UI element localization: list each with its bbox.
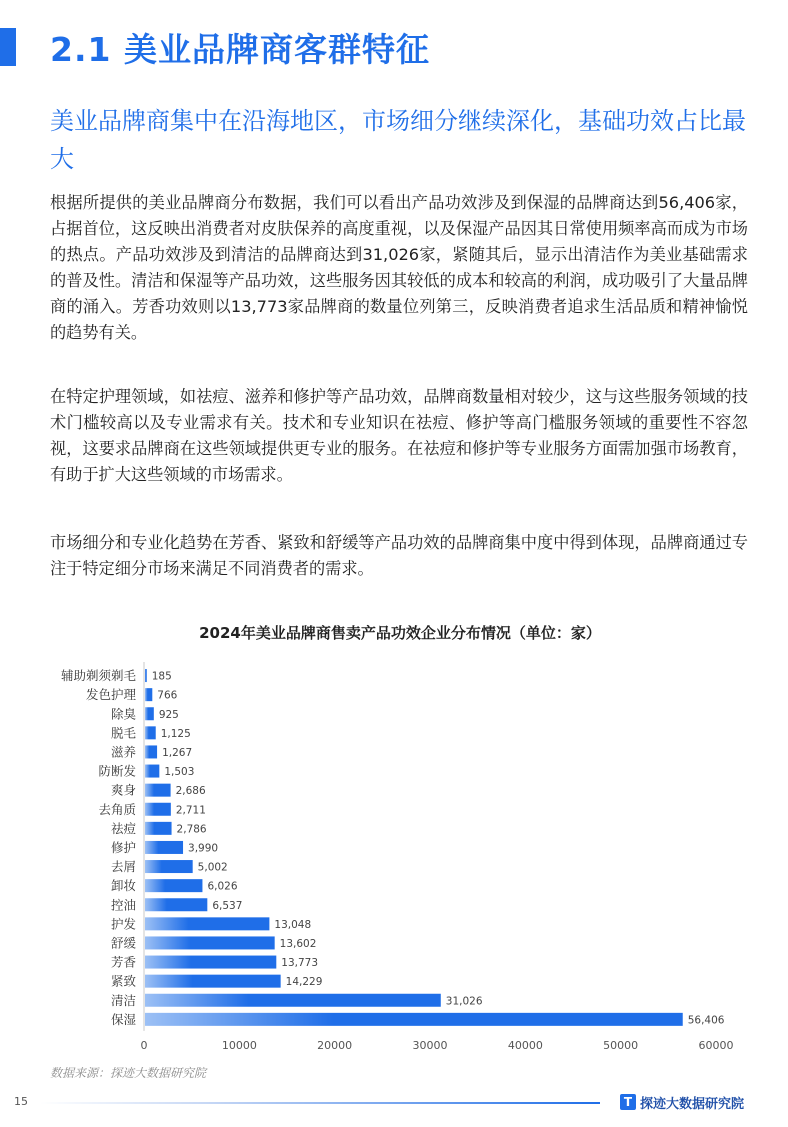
page-title: 2.1 美业品牌商客群特征 [50,30,430,69]
category-label: 发色护理 [85,687,136,703]
value-label: 6,537 [212,899,243,912]
efficacy-bar-chart [40,616,760,1056]
value-label: 2,711 [175,804,206,817]
value-label: 13,048 [274,918,312,931]
category-label: 保湿 [110,1011,136,1027]
bar-9 [145,822,172,835]
bar-16 [145,956,276,969]
value-label: 31,026 [445,995,483,1008]
value-label: 185 [151,670,172,683]
category-label: 紧致 [110,973,136,989]
category-label: 除臭 [110,706,136,722]
category-label: 修护 [110,839,136,855]
value-label: 3,990 [188,842,219,855]
bar-18 [145,994,441,1007]
value-label: 14,229 [285,976,323,989]
bar-10 [145,841,183,854]
value-label: 2,686 [175,785,206,798]
bar-15 [145,936,275,949]
body-paragraph-3: 市场细分和专业化趋势在芳香、紧致和舒缓等产品功效的品牌商集中度中得到体现，品牌商通过专注于特定细分市场来满足不同消费者的需求。 [50,533,748,578]
value-label: 5,002 [197,861,228,874]
category-label: 去角质 [98,801,136,817]
category-label: 清洁 [110,992,136,1008]
chart-canvas [40,616,760,1056]
footer-divider [40,1102,600,1104]
brand-icon: T [620,1094,636,1110]
x-tick-label: 50000 [603,1038,639,1052]
value-label: 56,406 [687,1014,725,1027]
category-label: 去屑 [110,859,136,875]
bar-2 [145,688,152,701]
category-label: 爽身 [110,782,136,798]
category-label: 卸妆 [110,878,136,894]
value-label: 925 [158,708,179,721]
category-label: 护发 [110,916,136,932]
bar-5 [145,745,157,758]
bar-1 [145,669,147,682]
category-label: 控油 [110,897,136,913]
value-label: 6,026 [207,880,238,893]
value-label: 13,602 [279,937,317,950]
category-label: 舒缓 [110,935,136,951]
value-label: 13,773 [281,957,319,970]
bar-8 [145,803,171,816]
x-tick-label: 0 [140,1038,148,1052]
brand-name: 探迹大数据研究院 [640,1096,745,1112]
x-tick-label: 20000 [317,1038,353,1052]
value-label: 766 [157,689,178,702]
x-tick-label: 10000 [221,1038,257,1052]
value-label: 1,125 [160,727,191,740]
value-label: 1,267 [162,746,193,759]
page-number: 15 [14,1095,28,1108]
category-label: 脱毛 [110,725,136,741]
bar-14 [145,917,269,930]
value-label: 2,786 [176,823,207,836]
category-label: 祛痘 [110,820,136,836]
value-label: 1,503 [164,766,195,779]
category-label: 滋养 [110,744,136,760]
category-label: 芳香 [110,954,136,970]
x-tick-label: 40000 [507,1038,543,1052]
bar-7 [145,784,171,797]
bar-19 [145,1013,683,1026]
x-tick-label: 60000 [698,1038,734,1052]
category-label: 防断发 [98,763,136,779]
bar-11 [145,860,193,873]
title-accent-bar [0,28,16,66]
bar-13 [145,898,207,911]
bar-12 [145,879,202,892]
bar-6 [145,765,159,778]
body-paragraph-2: 在特定护理领域，如祛痘、滋养和修护等产品功效，品牌商数量相对较少，这与这些服务领域的技术门槛较高以及专业需求有关。技术和专业知识在祛痘、修护等高门槛服务领域的重要性不容忽视，这要求品牌商在这些领域提供更专业的服务。在祛痘和修护等专业服务方面需加强市场教育，有助于扩大这些领域的市场需求。 [50,387,748,484]
body-paragraph-1: 根据所提供的美业品牌商分布数据，我们可以看出产品功效涉及到保湿的品牌商达到56,406家，占据首位，这反映出消费者对皮肤保养的高度重视，以及保湿产品因其日常使用频率高而成为市场的热点。产品功效涉及到清洁的品牌商达到31,026家，紧随其后，显示出清洁作为美业基础需求的普及性。清洁和保湿等产品功效，这些服务因其较低的成本和较高的利润，成功吸引了大量品牌商的涌入。芳香功效则以13,773家品牌商的数量位列第三，反映消费者追求生活品质和精神愉悦的趋势有关。 [50,193,748,342]
section-subtitle: 美业品牌商集中在沿海地区，市场细分继续深化，基础功效占比最大 [50,107,746,173]
brand-logo [620,1092,744,1112]
bar-4 [145,726,156,739]
bar-17 [145,975,281,988]
category-label: 辅助剃须剃毛 [60,668,136,684]
x-tick-label: 30000 [412,1038,448,1052]
chart-title: 2024年美业品牌商售卖产品功效企业分布情况（单位：家） [199,624,601,642]
data-source-note: 数据来源：探迹大数据研究院 [50,1066,207,1080]
bar-3 [145,707,154,720]
